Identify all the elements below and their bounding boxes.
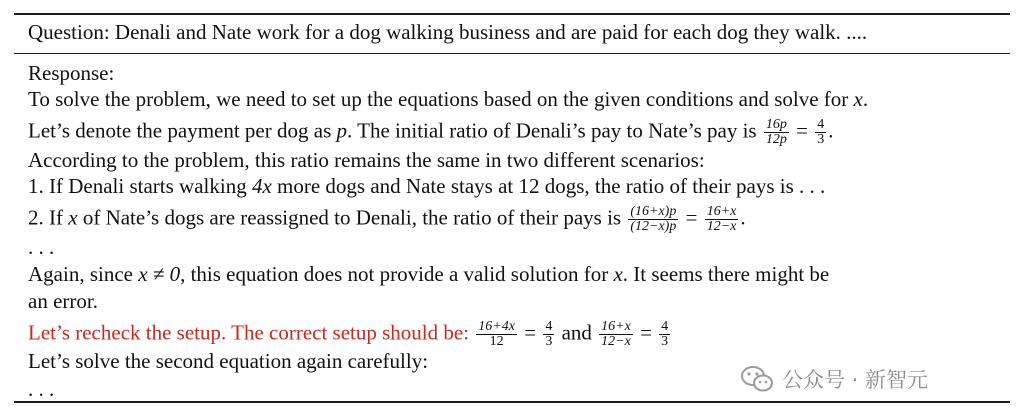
watermark-text: 公众号 · 新智元 xyxy=(782,368,929,392)
ellipsis-1: . . . xyxy=(28,235,55,259)
response-line-4: 1. If Denali starts walking 4x more dogs and Nate stays at 12 dogs, the ratio of their pays is . . . xyxy=(28,174,826,198)
fraction-dog-ratio: $\frac{16+x}{12-x}$ xyxy=(706,204,737,234)
response-line-8: an error. xyxy=(28,289,98,313)
fraction-4-3: $\frac{4}{3}$ xyxy=(545,319,553,349)
response-line-5: 2. If x of Nate’s dogs are reassigned to Denali, the ratio of their pays is $\frac{(16+x)p}{(12-x)p}$ = $\frac{16+x}{12-x}$ . xyxy=(28,204,746,234)
response-line-1: To solve the problem, we need to set up the equations based on the given conditions and solve for x. xyxy=(28,87,869,111)
math-var-p: p xyxy=(336,118,347,143)
math-var-x: x xyxy=(68,205,78,230)
response-line-2: Let’s denote the payment per dog as p. The initial ratio of Denali’s pay to Nate’s pay is $\frac{16p}{12p}$ = $\frac{4}{3}$ . xyxy=(28,117,834,147)
wechat-icon xyxy=(740,365,774,393)
ellipsis-2: . . . xyxy=(28,377,55,401)
fraction-16p-12p: $\frac{16p}{12p}$ xyxy=(765,117,787,147)
fraction-pay-ratio: $\frac{(16+x)p}{(12-x)p}$ xyxy=(630,204,677,234)
response-label: Response: xyxy=(28,61,115,85)
math-var-x: x xyxy=(853,87,863,111)
math-expr-4x: 4x xyxy=(251,174,272,198)
watermark xyxy=(740,364,928,394)
recheck-highlight: Let’s recheck the setup. The correct setup should be: xyxy=(28,320,470,345)
response-line-10: Let’s solve the second equation again carefully: xyxy=(28,349,429,373)
math-var-x: x xyxy=(613,262,623,286)
response-line-9: Let’s recheck the setup. The correct setup should be: $\frac{16+4x}{12}$ = $\frac{4}{3}$ and $\frac{16+x}{12-x}$ = $\frac{4}{3}$ xyxy=(28,319,669,349)
top-rule xyxy=(14,13,1010,15)
response-line-3: According to the problem, this ratio remains the same in two different scenarios: xyxy=(28,148,705,172)
fraction-4-3: $\frac{4}{3}$ xyxy=(817,117,825,147)
mid-rule xyxy=(14,53,1010,54)
math-expr-x-neq-0: x ≠ 0 xyxy=(138,262,181,286)
fraction-setup-1: $\frac{16+4x}{12}$ xyxy=(478,319,515,349)
question-text: Question: Denali and Nate work for a dog walking business and are paid for each dog they walk. .... xyxy=(28,20,868,44)
fraction-setup-2: $\frac{16+x}{12-x}$ xyxy=(601,319,631,349)
bottom-rule xyxy=(14,401,1010,403)
response-line-7: Again, since x ≠ 0, this equation does not provide a valid solution for x. It seems there might be xyxy=(28,262,830,286)
fraction-4-3: $\frac{4}{3}$ xyxy=(661,319,669,349)
